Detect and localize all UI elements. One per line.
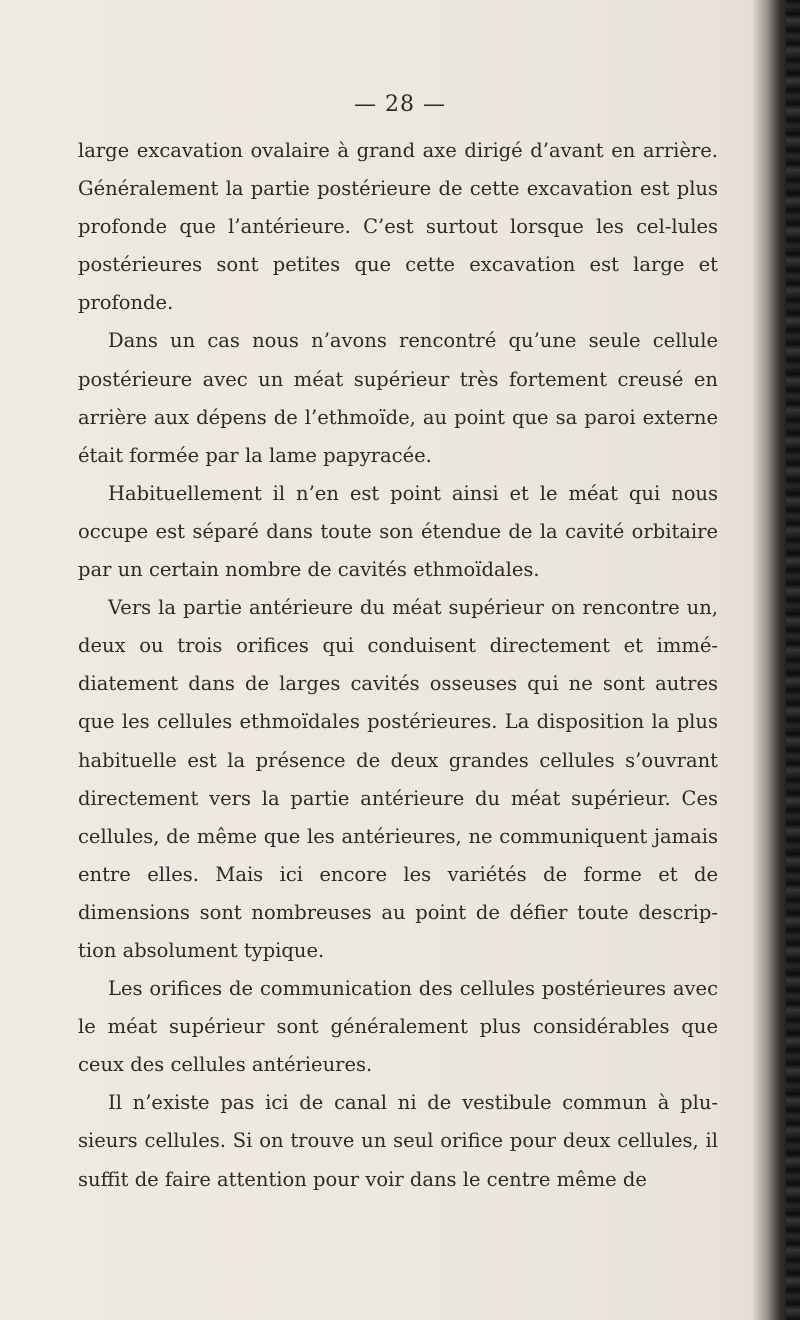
paragraph-2: Dans un cas nous n’avons rencontré qu’une seule cellule postérieure avec un méat supérieur très fortement creusé en arrière aux dépens de l’ethmoïde, au point que sa paroi externe était formée par la lame papyracée. [78,329,718,467]
paragraph-4: Vers la partie antérieure du méat supérieur on rencontre un, deux ou trois orifices qui conduisent directement et immé-diatement dans de larges cavités osseuses qui ne sont autres que les cellules ethmoïdales postérieures. La disposition la plus habituelle est la présence de deux grandes cellules s’ouvrant directement vers la partie antérieure du méat supérieur. Ces cellules, de même que les antérieures, ne communiquent jamais entre elles. Mais ici encore les variétés de forme et de dimensions sont nombreuses au point de défier toute descrip-tion absolument typique. [78,596,718,962]
paragraph-3: Habituellement il n’en est point ainsi et le méat qui nous occupe est séparé dans toute son étendue de la cavité orbitaire par un certain nombre de cavités ethmoïdales. [78,481,718,582]
body-text [78,132,718,1199]
book-spine-shadow [752,0,800,1320]
paragraph-5: Les orifices de communication des cellules postérieures avec le méat supérieur sont généralement plus considérables que ceux des cellules antérieures. [78,977,718,1077]
paragraph-1: large excavation ovalaire à grand axe dirigé d’avant en arrière. Généralement la partie postérieure de cette excavation est plus profonde que l’antérieure. C’est surtout lorsque les cel-lules postérieures sont petites que cette excavation est large et profonde. [78,139,718,315]
paragraph-6: Il n’existe pas ici de canal ni de vestibule commun à plu-sieurs cellules. Si on trouve un seul orifice pour deux cellules, il suffit de faire attention pour voir dans le centre même de [78,1091,718,1191]
page-number: — 28 — [354,92,446,117]
